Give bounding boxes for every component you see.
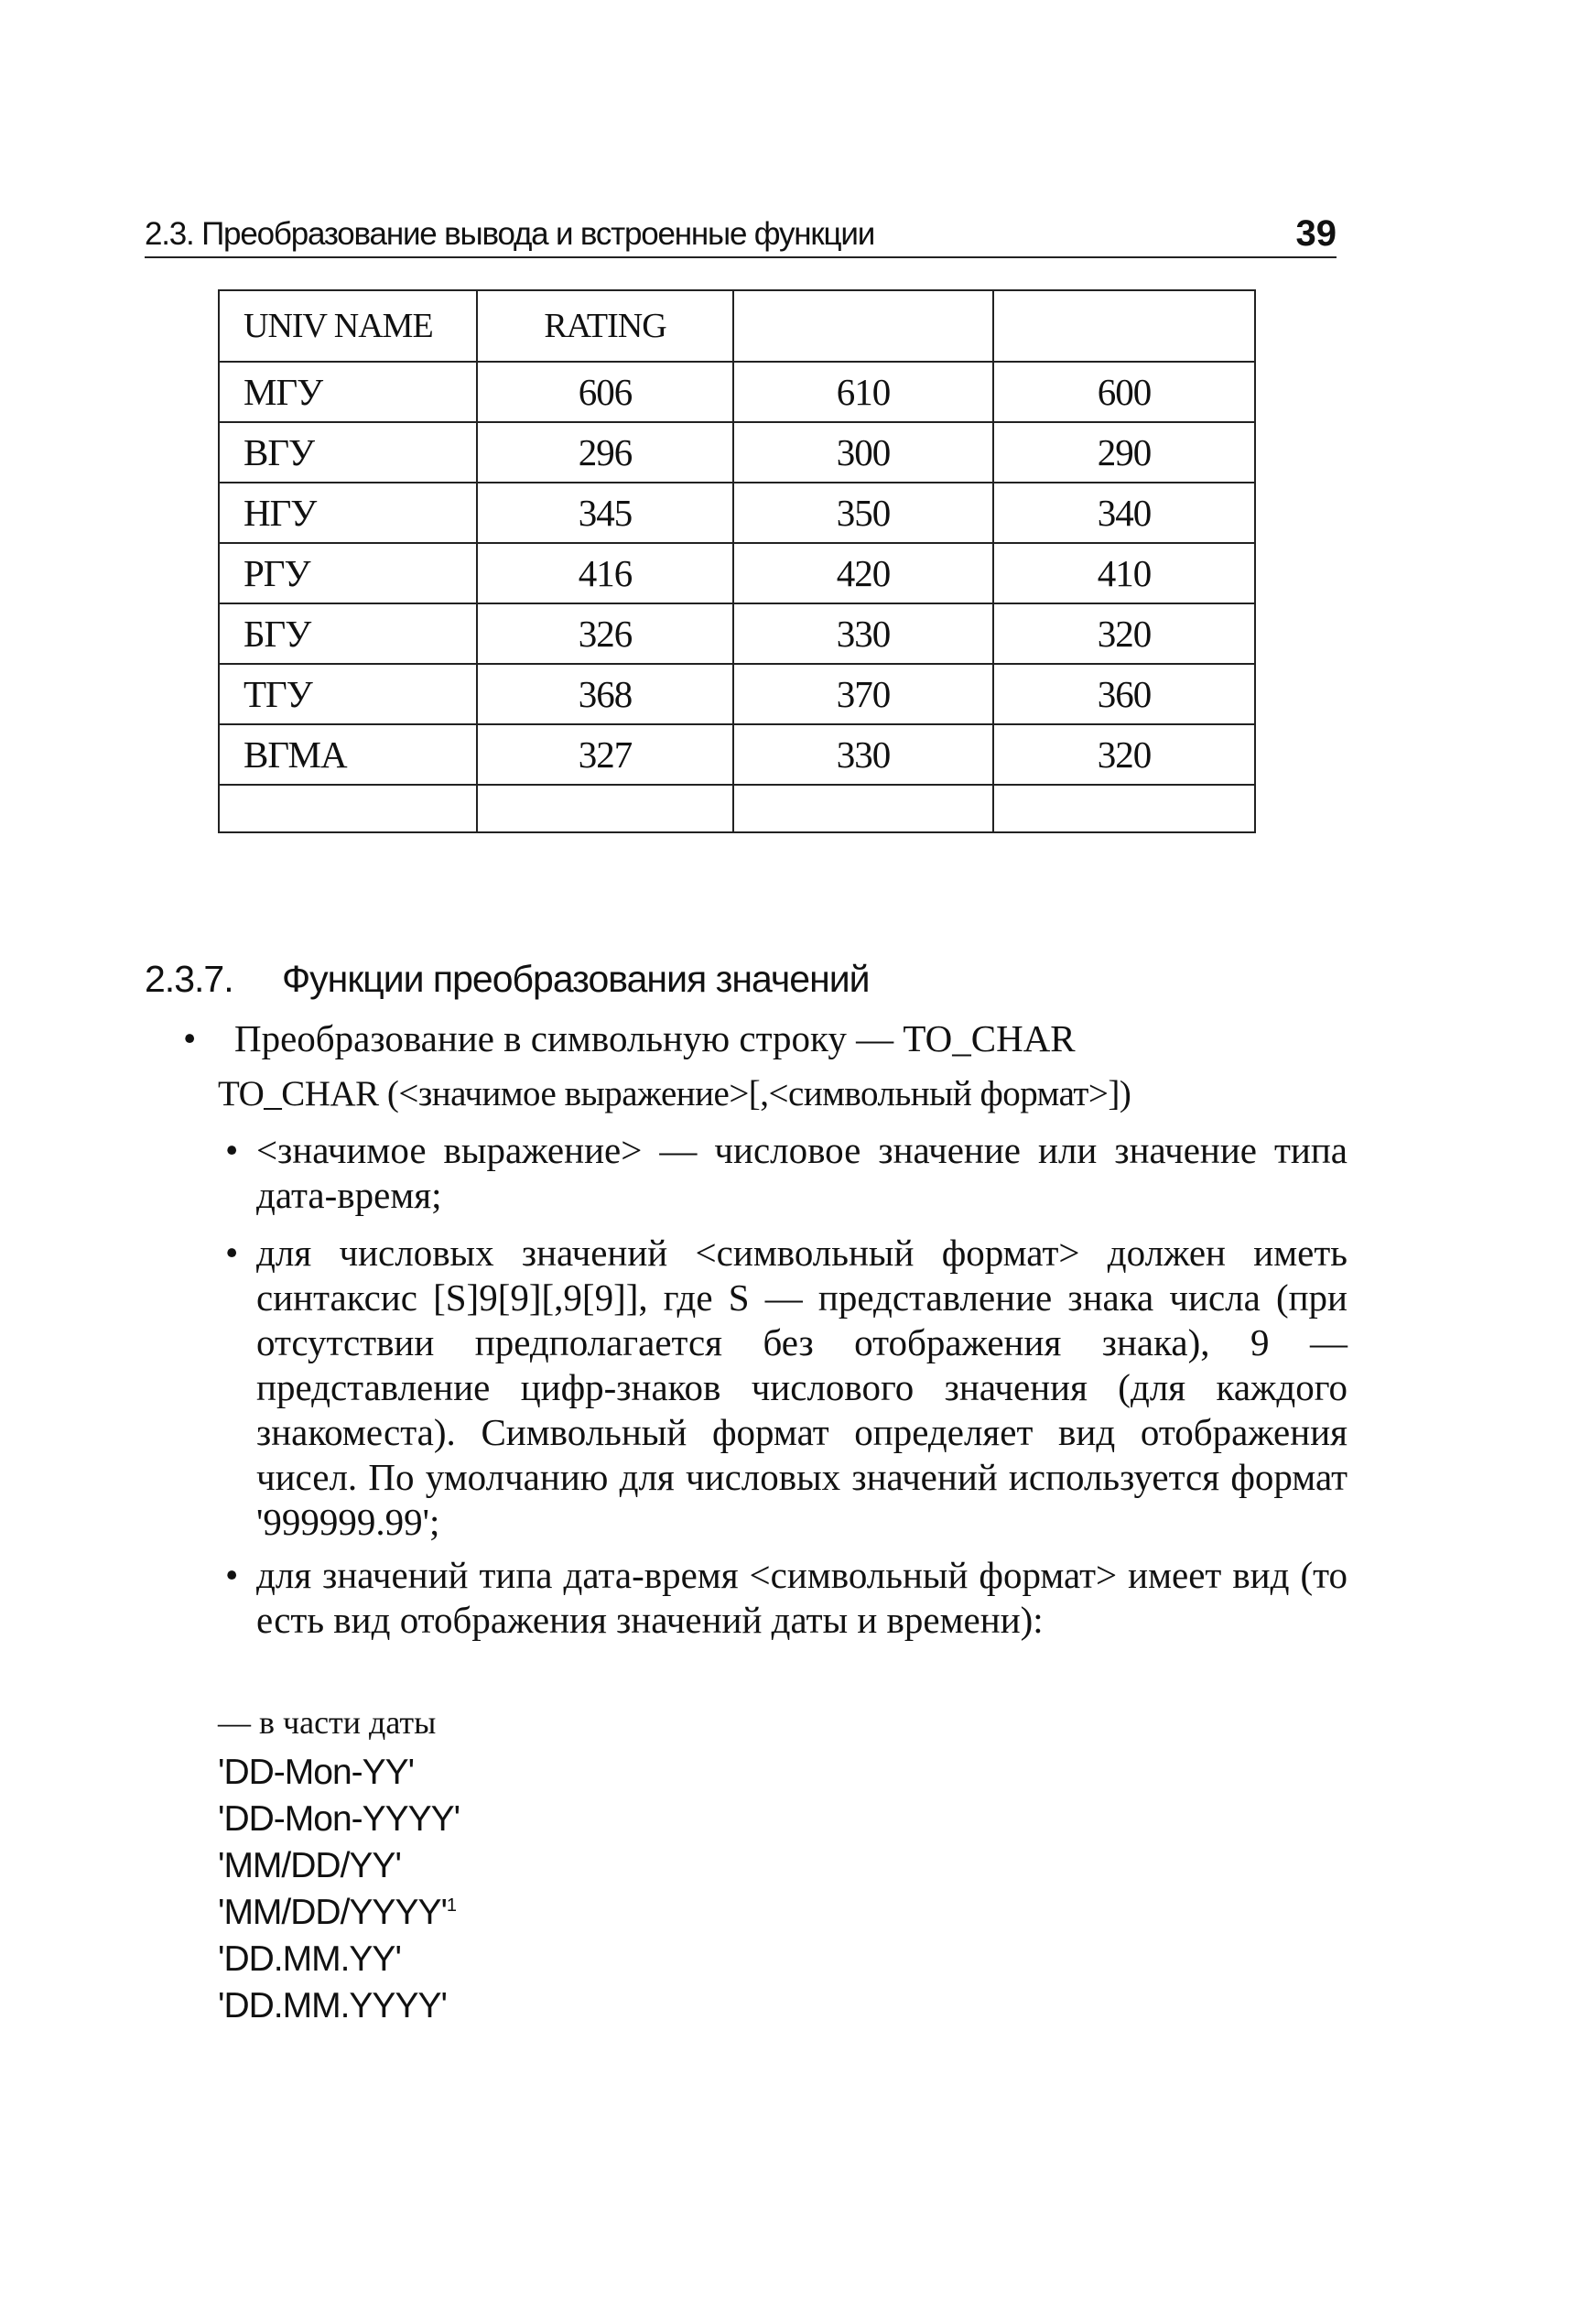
table-cell	[477, 785, 733, 832]
date-format: 'DD.MM.YY'	[218, 1939, 401, 1979]
list-item	[225, 1553, 1347, 1643]
table-row	[219, 785, 1255, 832]
list-item-text: для значений типа дата-время <символьный формат> имеет вид (то есть вид отображения значений даты и времени):	[256, 1554, 1347, 1641]
list-item	[225, 1128, 1347, 1218]
date-format: 'MM/DD/YY'	[218, 1846, 401, 1885]
table-cell: 368	[477, 664, 733, 724]
main-bullet-text: Преобразование в символьную строку — TO_CHAR	[234, 1017, 1076, 1059]
table-cell: ТГУ	[219, 664, 477, 724]
table-cell: 420	[733, 543, 993, 603]
table-cell: 326	[477, 603, 733, 664]
table-cell: 370	[733, 664, 993, 724]
table-cell	[219, 785, 477, 832]
table-header-cell	[733, 290, 993, 362]
table-row	[219, 362, 1255, 422]
table-cell	[993, 785, 1255, 832]
table-cell: 330	[733, 724, 993, 785]
table-cell	[733, 785, 993, 832]
table-cell: 340	[993, 483, 1255, 543]
section-title: Функции преобразования значений	[282, 958, 870, 1000]
date-format-with-footnote	[218, 1889, 460, 1936]
bullet-marker: •	[183, 1017, 197, 1059]
table-cell: 296	[477, 422, 733, 483]
table-cell: 610	[733, 362, 993, 422]
footnote-marker: 1	[446, 1895, 457, 1916]
table-row	[219, 664, 1255, 724]
table-row	[219, 483, 1255, 543]
table-cell: 320	[993, 603, 1255, 664]
section-number: 2.3.7.	[145, 958, 233, 1000]
table-cell: 345	[477, 483, 733, 543]
table-cell: НГУ	[219, 483, 477, 543]
running-header	[145, 212, 1337, 258]
table-cell: 606	[477, 362, 733, 422]
table-cell: 320	[993, 724, 1255, 785]
table-header-cell: UNIV NAME	[219, 290, 477, 362]
table-cell: 290	[993, 422, 1255, 483]
table-header-cell: RATING	[477, 290, 733, 362]
date-format: 'MM/DD/YYYY'	[218, 1893, 447, 1932]
table-cell: БГУ	[219, 603, 477, 664]
section-heading	[145, 958, 870, 1001]
table-cell: 300	[733, 422, 993, 483]
date-format: 'DD-Mon-YYYY'	[218, 1799, 460, 1839]
results-table	[218, 289, 1256, 833]
table-row	[219, 543, 1255, 603]
list-item-text: для числовых значений <символьный формат> должен иметь синтаксис [S]9[9][,9[9]], где S — представление знака числа (при отсутствии предполагается без отображения знака), 9 — представление цифр-знаков числового значения (для каждого знакоместа). Символьный формат определяет вид отображения чисел. По умолчанию для числовых значений используется формат '999999.99';	[256, 1232, 1347, 1543]
date-format: 'DD-Mon-YY'	[218, 1753, 415, 1792]
table-cell: 360	[993, 664, 1255, 724]
page-number: 39	[1295, 213, 1337, 254]
table-cell: ВГМА	[219, 724, 477, 785]
table-cell: ВГУ	[219, 422, 477, 483]
table-header-cell	[993, 290, 1255, 362]
table-header-row	[219, 290, 1255, 362]
date-part-label: — в части даты	[218, 1704, 437, 1741]
list-item	[225, 1231, 1347, 1545]
bullet-marker: •	[225, 1129, 239, 1171]
table-cell: 410	[993, 543, 1255, 603]
table-cell: РГУ	[219, 543, 477, 603]
bullet-marker: •	[225, 1232, 239, 1274]
bullet-marker: •	[225, 1554, 239, 1596]
table-cell: 416	[477, 543, 733, 603]
date-formats-list	[218, 1749, 460, 2029]
table-cell: 600	[993, 362, 1255, 422]
date-format: 'DD.MM.YYYY'	[218, 1986, 447, 2025]
table-row	[219, 422, 1255, 483]
table-row	[219, 603, 1255, 664]
table-cell: МГУ	[219, 362, 477, 422]
table-cell: 327	[477, 724, 733, 785]
list-item-text: <значимое выражение> — числовое значение или значение типа дата-время;	[256, 1129, 1347, 1216]
syntax-line: TO_CHAR (<значимое выражение>[,<символьный формат>])	[218, 1074, 1131, 1113]
table-row	[219, 724, 1255, 785]
table-cell: 350	[733, 483, 993, 543]
header-title: 2.3. Преобразование вывода и встроенные функции	[145, 216, 875, 252]
table-cell: 330	[733, 603, 993, 664]
